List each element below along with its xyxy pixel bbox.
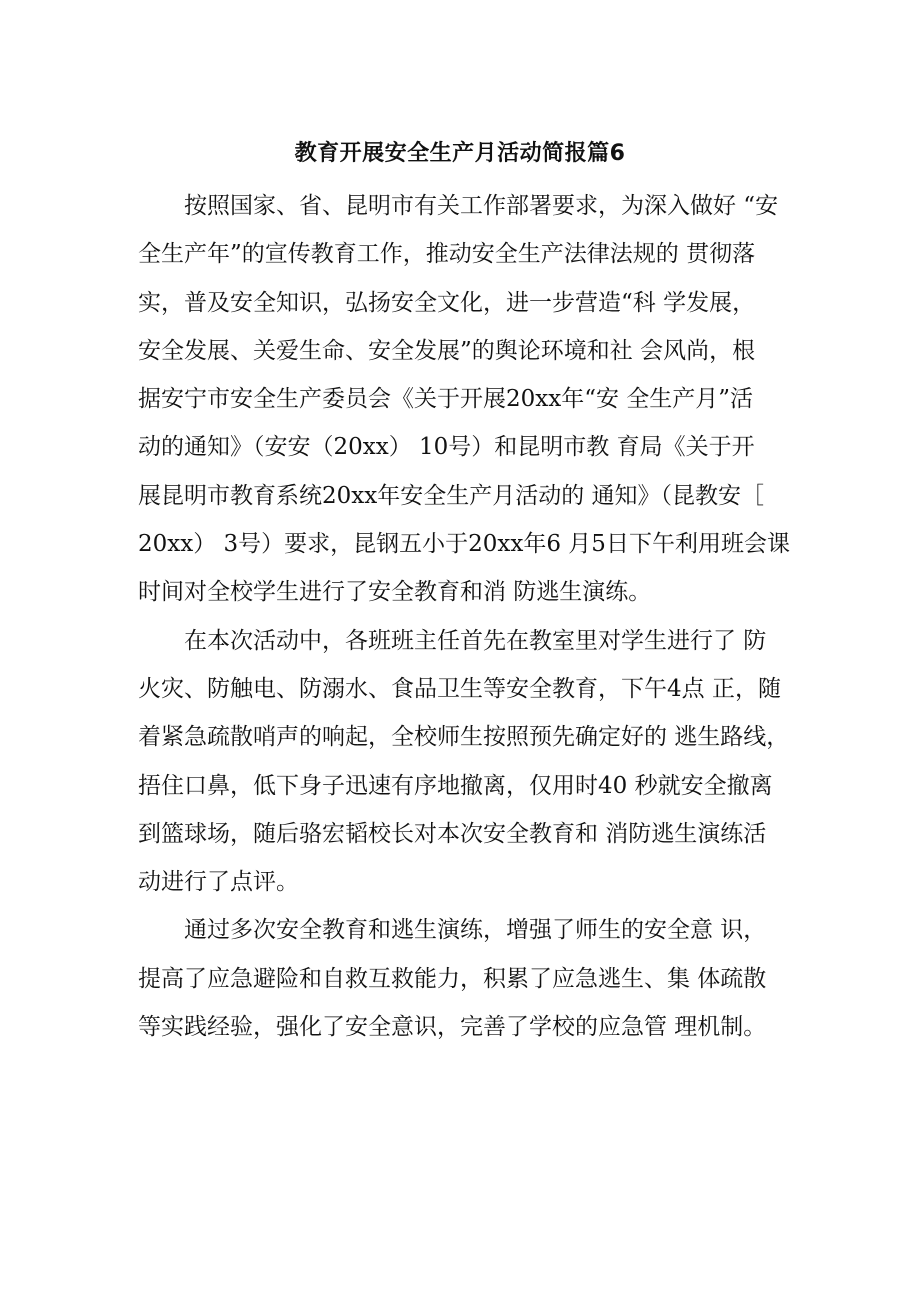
text-line: 动进行了点评。 [138,869,299,896]
text-line: 提高了应急避险和自救互救能力，积累了应急逃生、集 体疏散 [138,965,767,992]
text-line: 时间对全校学生进行了安全教育和消 防逃生演练。 [138,579,652,606]
text-line: 动的通知》（安安（20xx） 10号）和昆明市教 育局《关于开 [138,434,755,461]
text-line: 据安宁市安全生产委员会《关于开展20xx年“安 全生产月”活 [138,386,754,413]
text-line: 20xx） 3号）要求，昆钢五小于20xx年6 月5日下午利用班会课 [138,531,790,558]
text-line: 捂住口鼻，低下身子迅速有序地撤离，仅用时40 秒就安全撤离 [138,772,773,799]
text-line: 全生产年”的宣传教育工作，推动安全生产法律法规的 贯彻落 [138,241,756,268]
text-line: 通过多次安全教育和逃生演练，增强了师生的安全意 识， [138,917,767,944]
text-line: 在本次活动中，各班班主任首先在教室里对学生进行了 防 [138,627,767,654]
paragraph-3 [138,906,790,1051]
document-body [138,182,790,1051]
text-line: 按照国家、省、昆明市有关工作部署要求，为深入做好 “安 [138,193,779,219]
text-line: 着紧急疏散哨声的响起，全校师生按照预先确定好的 逃生路线， [138,724,790,751]
text-line: 火灾、防触电、防溺水、食品卫生等安全教育，下午4点 正，随 [138,675,781,702]
text-line: 展昆明市教育系统20xx年安全生产月活动的 通知》（昆教安［ [138,482,765,509]
text-line: 等实践经验，强化了安全意识，完善了学校的应急管 理机制。 [138,1014,767,1041]
text-line: 实，普及安全知识，弘扬安全文化，进一步营造“科 学发展， [138,289,756,316]
text-line: 到篮球场，随后骆宏韬校长对本次安全教育和 消防逃生演练活 [138,820,767,847]
paragraph-2 [138,617,790,907]
document-title: 教育开展安全生产月活动简报篇6 [294,141,626,166]
paragraph-1 [138,182,790,617]
text-line: 安全发展、关爱生命、安全发展”的舆论环境和社 会风尚，根 [138,337,756,364]
